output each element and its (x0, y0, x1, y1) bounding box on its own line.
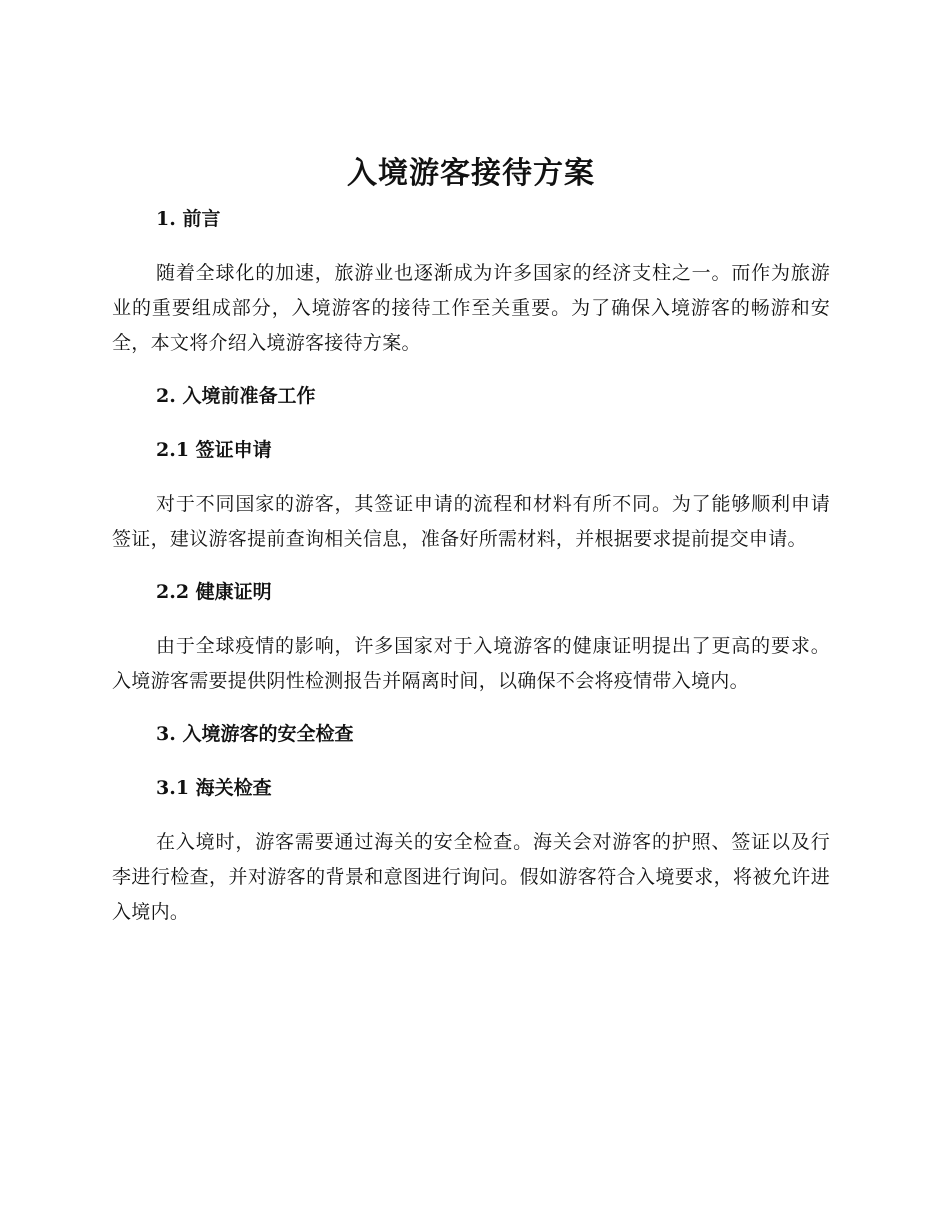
section-heading-security: 3. 入境游客的安全检查 (156, 723, 354, 745)
section-heading-preface: 1. 前言 (156, 208, 221, 230)
paragraph-health: 由于全球疫情的影响，许多国家对于入境游客的健康证明提出了更高的要求。入境游客需要提供阴性检测报告并隔离时间，以确保不会将疫情带入境内。 (112, 635, 830, 692)
paragraph-customs: 在入境时，游客需要通过海关的安全检查。海关会对游客的护照、签证以及行李进行检查，并对游客的背景和意图进行询问。假如游客符合入境要求，将被允许进入境内。 (112, 831, 830, 923)
paragraph-preface: 随着全球化的加速，旅游业也逐渐成为许多国家的经济支柱之一。而作为旅游业的重要组成部分，入境游客的接待工作至关重要。为了确保入境游客的畅游和安全，本文将介绍入境游客接待方案。 (112, 262, 830, 354)
document-title: 入境游客接待方案 (347, 156, 595, 191)
subsection-heading-health: 2.2 健康证明 (156, 581, 272, 603)
document-page (112, 148, 830, 930)
subsection-heading-visa: 2.1 签证申请 (156, 439, 272, 461)
paragraph-visa: 对于不同国家的游客，其签证申请的流程和材料有所不同。为了能够顺利申请签证，建议游客提前查询相关信息，准备好所需材料，并根据要求提前提交申请。 (112, 493, 830, 550)
section-heading-preparation: 2. 入境前准备工作 (156, 385, 316, 407)
subsection-heading-customs: 3.1 海关检查 (156, 777, 272, 799)
